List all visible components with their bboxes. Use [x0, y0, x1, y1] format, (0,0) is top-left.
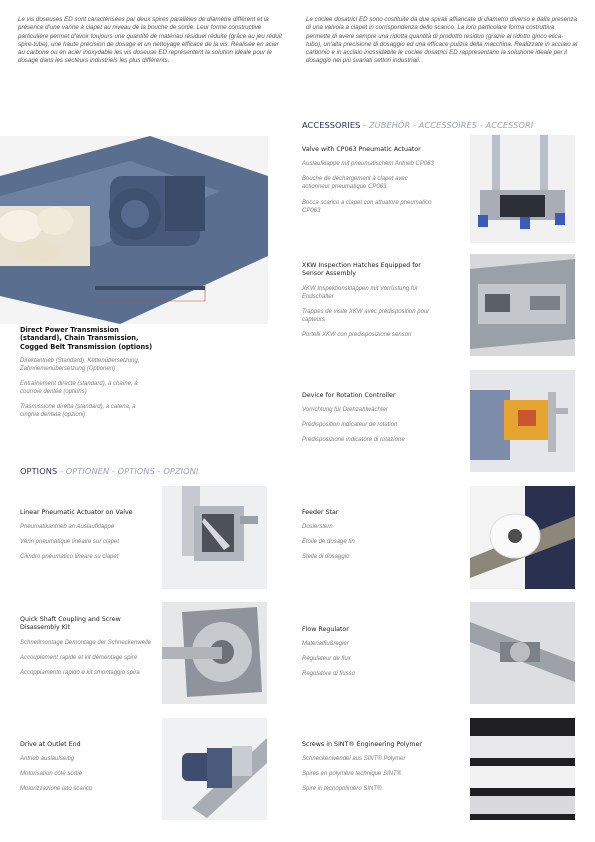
main-machine-photo: [0, 136, 268, 324]
main-feature: [20, 326, 154, 419]
linear-actuator-photo: [162, 486, 267, 589]
option-title: Linear Pneumatic Actuator on Valve: [20, 509, 133, 516]
accessory-it: Portelli XKW con predisposizione sensori: [302, 331, 412, 338]
options-heading: [20, 466, 198, 476]
shaft-coupling-photo: [162, 602, 267, 704]
accessories-heading-sub: - ZUBEHÖR - ACCESSOIRES - ACCESSORI: [360, 120, 534, 130]
accessories-heading-main: ACCESSORIES: [302, 120, 361, 130]
main-feature-de: Direktantrieb (Standard), Kettenübersetzung, Zahnriemenübersetzung (Optionen): [20, 357, 140, 372]
main-feature-fr: Entraînement directe (standard), à chaîne, à courroie dentée (options): [20, 381, 138, 396]
option-de: Materialflußregler: [302, 641, 349, 648]
option-de: Dosierstern: [302, 524, 333, 531]
option-fr: Motorisation côté sortie: [20, 771, 83, 778]
options-heading-sub: - OPTIONEN - OPTIONS - OPZIONI: [57, 466, 199, 476]
option-item: [302, 509, 434, 562]
option-title: Flow Regulator: [302, 626, 349, 633]
option-item: [302, 626, 434, 679]
intro-text-fr: Le vis doseuses ED sont caractérisées par deux spires parallèles de diamètre différent et la présence d'une vanne à clapet au niveau de la bouche de sortie. Leur forme constructive particulière permet d'avoir toujours une quantité de matériau résiduel réduite (grâce au jeu réduit spire-tube), une haute précision de dosage et un nettoyage efficace de la vis. Réalisée en acier au carbone ou en acier inoxydable les vis doseuse ED représentent la solution idéale pour le dosage dans les secteurs industriels les plus différents.: [18, 16, 282, 65]
option-it: Spire in tecnopolimero SINT®: [302, 786, 382, 793]
accessory-de: Vorrichtung für Drehzahlwächter: [302, 407, 388, 414]
option-de: Schnellmontage Demontage der Schneckenwelle: [20, 639, 152, 646]
accessory-fr: Prédisposition indicateur de rotation: [302, 422, 398, 429]
accessory-it: Bocca scarico a clapet con attuatore pneumatico CP063: [302, 199, 432, 214]
option-item: [20, 509, 154, 562]
option-fr: Vérin pneumatique linéaire sur clapet: [20, 539, 120, 546]
accessory-title: Device for Rotation Controller: [302, 392, 396, 399]
flow-regulator-photo: [470, 602, 575, 704]
main-feature-title: Direct Power Transmission (standard), Chain Transmission, Cogged Belt Transmission (options): [20, 326, 153, 351]
accessories-heading: [302, 120, 533, 130]
accessory-de: XKW Inspektionsklappen mit Vorrüstung für Endschalter: [302, 285, 418, 300]
rotation-controller-photo: [470, 370, 575, 472]
outlet-drive-photo: [162, 718, 267, 820]
feeder-star-photo: [470, 486, 575, 589]
option-title: Screws in SINT® Engineering Polymer: [302, 741, 422, 748]
option-de: Antrieb auslaufseitig: [20, 756, 75, 763]
option-it: Motorizzazione lato scarico: [20, 786, 93, 793]
option-fr: Étoile de dosage fin: [302, 539, 355, 546]
option-fr: Régulateur de flux: [302, 656, 351, 663]
accessory-de: Auslaufklappe mit pneumatischem Antrieb CP063: [302, 161, 434, 168]
option-title: Quick Shaft Coupling and Screw Disassembly Kit: [20, 616, 121, 632]
valve-actuator-photo: [470, 135, 575, 243]
options-heading-main: OPTIONS: [20, 466, 58, 476]
inspection-hatch-photo: [470, 254, 575, 356]
accessory-item: [302, 392, 434, 445]
option-title: Drive at Outlet End: [20, 741, 81, 748]
option-title: Feeder Star: [302, 509, 339, 516]
option-item: [20, 616, 154, 677]
option-it: Cilindro pneumatico lineare su clapet: [20, 554, 119, 561]
option-it: Regolatore di flusso: [302, 671, 356, 678]
main-feature-it: Trasmissione diretta (standard), a catena, a cinghia dentata (opzioni): [20, 404, 136, 419]
accessory-it: Predisposizione indicatore di rotazione: [302, 437, 405, 444]
accessory-item: [302, 146, 434, 215]
accessory-fr: Bouche de déchargement à clapet avec actionneur pneumatique CP063.: [302, 176, 408, 191]
accessory-fr: Trappes de visite XKW avec prédisposition pour capteurs: [302, 308, 430, 323]
option-item: [302, 741, 434, 794]
option-de: Pneumatikantrieb an Auslaufklappe: [20, 524, 115, 531]
option-fr: Spires en polymère technique SINT®: [302, 771, 402, 778]
accessory-item: [302, 262, 434, 339]
accessory-title: Valve with CP063 Pneumatic Actuator: [302, 146, 421, 153]
option-it: Stella di dosaggio: [302, 554, 350, 561]
accessory-title: XKW Inspection Hatches Equipped for Sensor Assembly: [302, 262, 421, 278]
intro-text-it: Le coclee dosatrici ED sono costituite da due spirali affiancate di diametro diverso e dalla presenza di una valvola a clapet in corrispondenza dello scarico. La loro particolare forma costruttiva permette di avere sempre una ridotta quantità di prodotto residuo (grazie al ridotto gioco elica-tubo), un'alta precisione di dosaggio ed una efficace pulizia della macchina. Realizzate in acciaio al carbonio e in acciaio inossidabile le coclee dosatrici ED rappresentano la soluzione ideale per il dosaggio nei più svariati settori industriali.: [306, 16, 578, 65]
option-fr: Accouplement rapide et kit démontage spire: [20, 654, 138, 661]
option-de: Schneckenwendel aus SINT® Polymer: [302, 756, 406, 763]
polymer-screws-photo: [470, 718, 575, 820]
option-it: Accoppiamento rapido e kit smontaggio spira: [20, 669, 140, 676]
option-item: [20, 741, 154, 794]
